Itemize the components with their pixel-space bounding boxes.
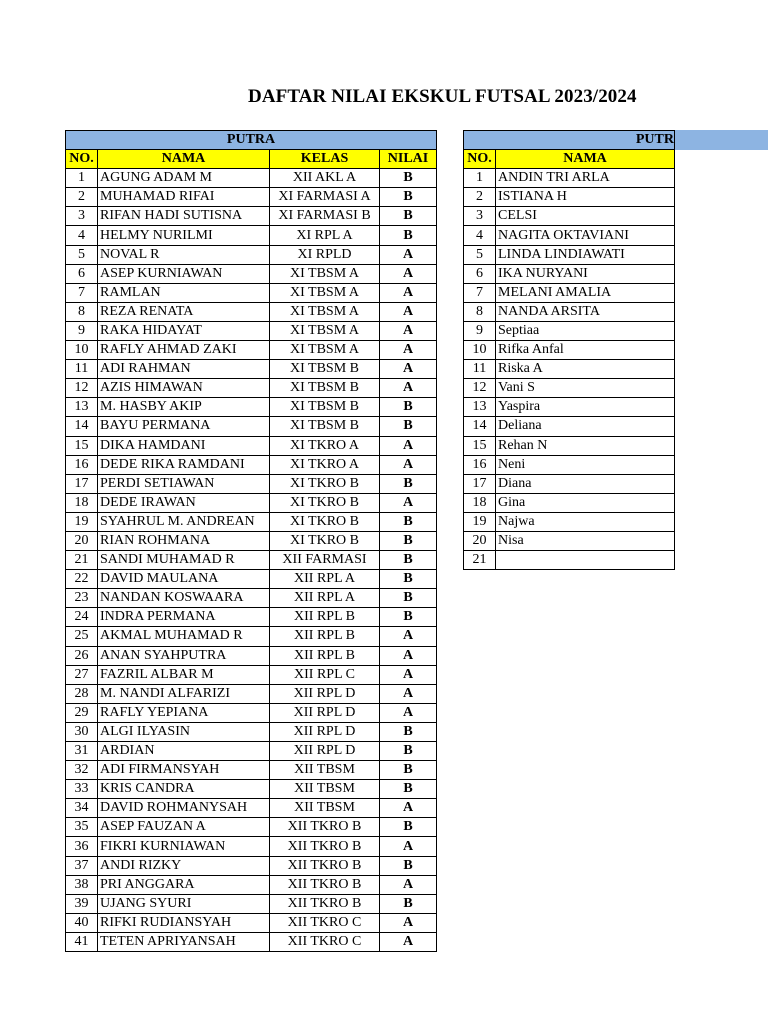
cell-no: 38 <box>66 875 98 894</box>
cell-no: 23 <box>66 589 98 608</box>
cell-nama: ANDIN TRI ARLA <box>496 169 675 188</box>
cell-nama: ADI FIRMANSYAH <box>98 761 270 780</box>
table-row <box>464 341 675 360</box>
cell-nama: INDRA PERMANA <box>98 608 270 627</box>
cell-no: 17 <box>464 474 496 493</box>
cell-kelas: XII RPL D <box>270 703 380 722</box>
cell-nama: RAFLY AHMAD ZAKI <box>98 341 270 360</box>
cell-no: 1 <box>464 169 496 188</box>
cell-no: 7 <box>66 283 98 302</box>
table-row <box>66 474 437 493</box>
table-row <box>66 207 437 226</box>
table-row <box>66 665 437 684</box>
table-row <box>464 207 675 226</box>
header-nama: NAMA <box>496 150 675 169</box>
cell-nama: DAVID MAULANA <box>98 570 270 589</box>
cell-no: 11 <box>66 360 98 379</box>
header-nilai: NILAI <box>380 150 437 169</box>
table-row <box>464 245 675 264</box>
header-no: NO. <box>66 150 98 169</box>
table-row <box>66 531 437 550</box>
cell-no: 20 <box>66 531 98 550</box>
cell-no: 3 <box>464 207 496 226</box>
table-row <box>66 417 437 436</box>
cell-kelas: XI TBSM A <box>270 341 380 360</box>
cell-nama: Nisa <box>496 531 675 550</box>
cell-nilai: A <box>380 283 437 302</box>
cell-nama: RAFLY YEPIANA <box>98 703 270 722</box>
cell-nilai: A <box>380 321 437 340</box>
table-row <box>464 188 675 207</box>
table-row <box>66 226 437 245</box>
cell-no: 5 <box>66 245 98 264</box>
cell-kelas: XII RPL A <box>270 570 380 589</box>
table-row <box>464 360 675 379</box>
cell-nilai: A <box>380 913 437 932</box>
cell-no: 31 <box>66 742 98 761</box>
cell-nama: REZA RENATA <box>98 302 270 321</box>
cell-kelas: XII TBSM <box>270 761 380 780</box>
cell-kelas: XII RPL B <box>270 608 380 627</box>
cell-nama: ISTIANA H <box>496 188 675 207</box>
table-row <box>66 245 437 264</box>
cell-nilai: B <box>380 474 437 493</box>
cell-no: 25 <box>66 627 98 646</box>
table-row <box>464 417 675 436</box>
table-row <box>66 742 437 761</box>
cell-nama: FAZRIL ALBAR M <box>98 665 270 684</box>
table-row <box>66 875 437 894</box>
header-no: NO. <box>464 150 496 169</box>
table-row <box>66 646 437 665</box>
putri-table <box>463 130 675 570</box>
cell-no: 35 <box>66 818 98 837</box>
cell-nama: DEDE IRAWAN <box>98 493 270 512</box>
table-row <box>464 398 675 417</box>
cell-no: 4 <box>464 226 496 245</box>
cell-nama: Deliana <box>496 417 675 436</box>
table-row <box>464 551 675 570</box>
cell-nilai: A <box>380 245 437 264</box>
cell-no: 3 <box>66 207 98 226</box>
cell-kelas: XII TKRO B <box>270 894 380 913</box>
cell-nama: SYAHRUL M. ANDREAN <box>98 512 270 531</box>
table-row <box>66 913 437 932</box>
cell-nama: Gina <box>496 493 675 512</box>
cell-nama: PRI ANGGARA <box>98 875 270 894</box>
cell-no: 22 <box>66 570 98 589</box>
cell-nama: ANAN SYAHPUTRA <box>98 646 270 665</box>
cell-nama: RIAN ROHMANA <box>98 531 270 550</box>
cell-no: 21 <box>66 551 98 570</box>
cell-nama: NANDAN KOSWAARA <box>98 589 270 608</box>
cell-nilai: B <box>380 188 437 207</box>
cell-nilai: A <box>380 684 437 703</box>
cell-no: 8 <box>464 302 496 321</box>
cell-no: 26 <box>66 646 98 665</box>
cell-no: 5 <box>464 245 496 264</box>
cell-no: 17 <box>66 474 98 493</box>
cell-nama: Yaspira <box>496 398 675 417</box>
cell-no: 20 <box>464 531 496 550</box>
cell-nilai: B <box>380 398 437 417</box>
cell-kelas: XII TBSM <box>270 780 380 799</box>
cell-nama: BAYU PERMANA <box>98 417 270 436</box>
table-row <box>66 341 437 360</box>
cell-kelas: XI TBSM B <box>270 398 380 417</box>
cell-no: 36 <box>66 837 98 856</box>
cell-kelas: XII RPL D <box>270 742 380 761</box>
cell-kelas: XII AKL A <box>270 169 380 188</box>
table-row <box>464 264 675 283</box>
cell-nilai: A <box>380 302 437 321</box>
cell-no: 18 <box>464 493 496 512</box>
cell-no: 19 <box>464 512 496 531</box>
cell-kelas: XII RPL D <box>270 722 380 741</box>
cell-nilai: A <box>380 379 437 398</box>
cell-no: 14 <box>66 417 98 436</box>
cell-no: 9 <box>66 321 98 340</box>
cell-kelas: XI TKRO B <box>270 512 380 531</box>
putra-table <box>65 130 437 952</box>
table-row <box>464 169 675 188</box>
cell-kelas: XII RPL C <box>270 665 380 684</box>
cell-nama: ADI RAHMAN <box>98 360 270 379</box>
cell-kelas: XI TKRO B <box>270 474 380 493</box>
cell-no: 2 <box>464 188 496 207</box>
cell-nama: TETEN APRIYANSAH <box>98 932 270 951</box>
putra-group-header: PUTRA <box>66 131 437 150</box>
cell-nilai: A <box>380 341 437 360</box>
cell-nama: Diana <box>496 474 675 493</box>
table-row <box>66 455 437 474</box>
table-row <box>66 703 437 722</box>
putri-rows <box>464 169 675 570</box>
table-row <box>66 932 437 951</box>
cell-no: 32 <box>66 761 98 780</box>
table-row <box>66 761 437 780</box>
table-row <box>66 360 437 379</box>
cell-nama: PERDI SETIAWAN <box>98 474 270 493</box>
header-kelas: KELAS <box>270 150 380 169</box>
cell-nilai: A <box>380 799 437 818</box>
cell-nama: ASEP FAUZAN A <box>98 818 270 837</box>
cell-nama: NOVAL R <box>98 245 270 264</box>
cell-no: 30 <box>66 722 98 741</box>
cell-nama: AZIS HIMAWAN <box>98 379 270 398</box>
cell-nama: HELMY NURILMI <box>98 226 270 245</box>
cell-nilai: B <box>380 608 437 627</box>
table-row <box>464 531 675 550</box>
cell-nilai: B <box>380 780 437 799</box>
cell-nama: UJANG SYURI <box>98 894 270 913</box>
cell-no: 9 <box>464 321 496 340</box>
cell-nama: SANDI MUHAMAD R <box>98 551 270 570</box>
cell-kelas: XI TKRO B <box>270 531 380 550</box>
table-row <box>464 321 675 340</box>
cell-nama: Septiaa <box>496 321 675 340</box>
cell-nilai: A <box>380 436 437 455</box>
cell-nilai: B <box>380 169 437 188</box>
table-row <box>66 436 437 455</box>
cell-no: 16 <box>464 455 496 474</box>
cell-nilai: B <box>380 417 437 436</box>
cell-nama: RAMLAN <box>98 283 270 302</box>
table-row <box>464 512 675 531</box>
cell-nama: MELANI AMALIA <box>496 283 675 302</box>
cell-no: 15 <box>464 436 496 455</box>
table-row <box>464 455 675 474</box>
cell-nama: ANDI RIZKY <box>98 856 270 875</box>
table-row <box>66 321 437 340</box>
cell-nama: RIFKI RUDIANSYAH <box>98 913 270 932</box>
cell-no: 12 <box>66 379 98 398</box>
cell-kelas: XI FARMASI A <box>270 188 380 207</box>
cell-no: 37 <box>66 856 98 875</box>
cell-no: 39 <box>66 894 98 913</box>
cell-nilai: B <box>380 531 437 550</box>
cell-kelas: XII TKRO B <box>270 818 380 837</box>
cell-no: 1 <box>66 169 98 188</box>
table-row <box>464 474 675 493</box>
cell-nama: AGUNG ADAM M <box>98 169 270 188</box>
table-row <box>66 799 437 818</box>
cell-no: 6 <box>66 264 98 283</box>
cell-no: 10 <box>464 341 496 360</box>
table-row <box>66 894 437 913</box>
table-row <box>66 264 437 283</box>
cell-kelas: XI TBSM B <box>270 379 380 398</box>
cell-nama: KRIS CANDRA <box>98 780 270 799</box>
cell-nilai: B <box>380 818 437 837</box>
cell-no: 28 <box>66 684 98 703</box>
cell-nama: Neni <box>496 455 675 474</box>
cell-nilai: B <box>380 589 437 608</box>
cell-no: 14 <box>464 417 496 436</box>
cell-nama: Riska A <box>496 360 675 379</box>
table-row <box>66 512 437 531</box>
cell-no: 8 <box>66 302 98 321</box>
cell-nama <box>496 551 675 570</box>
table-row <box>464 379 675 398</box>
cell-nilai: B <box>380 722 437 741</box>
cell-no: 12 <box>464 379 496 398</box>
cell-no: 15 <box>66 436 98 455</box>
cell-nama: NAGITA OKTAVIANI <box>496 226 675 245</box>
cell-nilai: B <box>380 894 437 913</box>
cell-nama: RIFAN HADI SUTISNA <box>98 207 270 226</box>
table-row <box>66 493 437 512</box>
cell-kelas: XII TKRO C <box>270 913 380 932</box>
table-row <box>66 302 437 321</box>
cell-no: 41 <box>66 932 98 951</box>
cell-nilai: B <box>380 551 437 570</box>
table-row <box>66 818 437 837</box>
cell-nama: DEDE RIKA RAMDANI <box>98 455 270 474</box>
table-row <box>66 589 437 608</box>
cell-nama: CELSI <box>496 207 675 226</box>
cell-nama: ARDIAN <box>98 742 270 761</box>
cell-nama: FIKRI KURNIAWAN <box>98 837 270 856</box>
cell-nilai: A <box>380 360 437 379</box>
cell-kelas: XI TBSM A <box>270 283 380 302</box>
table-row <box>464 283 675 302</box>
cell-no: 29 <box>66 703 98 722</box>
cell-nilai: B <box>380 512 437 531</box>
cell-nilai: B <box>380 761 437 780</box>
table-row <box>66 188 437 207</box>
cell-nilai: B <box>380 856 437 875</box>
cell-kelas: XII TKRO C <box>270 932 380 951</box>
table-row <box>66 627 437 646</box>
cell-kelas: XII FARMASI <box>270 551 380 570</box>
cell-kelas: XI RPLD <box>270 245 380 264</box>
table-row <box>66 570 437 589</box>
cell-no: 16 <box>66 455 98 474</box>
cell-nama: ALGI ILYASIN <box>98 722 270 741</box>
cell-no: 4 <box>66 226 98 245</box>
cell-kelas: XII RPL B <box>270 627 380 646</box>
putri-group-header: PUTR <box>464 131 675 150</box>
cell-kelas: XII RPL B <box>270 646 380 665</box>
cell-kelas: XII TKRO B <box>270 856 380 875</box>
cell-no: 11 <box>464 360 496 379</box>
cell-nama: RAKA HIDAYAT <box>98 321 270 340</box>
page-title: DAFTAR NILAI EKSKUL FUTSAL 2023/2024 <box>248 86 637 107</box>
cell-no: 34 <box>66 799 98 818</box>
cell-nilai: A <box>380 264 437 283</box>
table-row <box>66 837 437 856</box>
table-row <box>66 283 437 302</box>
cell-nama: DIKA HAMDANI <box>98 436 270 455</box>
cell-kelas: XI TBSM B <box>270 360 380 379</box>
cell-kelas: XI TKRO A <box>270 436 380 455</box>
cell-kelas: XII RPL A <box>270 589 380 608</box>
cell-no: 19 <box>66 512 98 531</box>
cell-no: 13 <box>464 398 496 417</box>
cell-nilai: B <box>380 742 437 761</box>
cell-nama: Rehan N <box>496 436 675 455</box>
cell-nilai: A <box>380 837 437 856</box>
table-row <box>464 302 675 321</box>
header-nama: NAMA <box>98 150 270 169</box>
cell-kelas: XI TBSM B <box>270 417 380 436</box>
cell-no: 10 <box>66 341 98 360</box>
cell-nilai: A <box>380 932 437 951</box>
cell-nama: LINDA LINDIAWATI <box>496 245 675 264</box>
cell-nilai: B <box>380 207 437 226</box>
cell-nilai: B <box>380 226 437 245</box>
cell-no: 40 <box>66 913 98 932</box>
cell-nama: MUHAMAD RIFAI <box>98 188 270 207</box>
cell-kelas: XI TBSM A <box>270 302 380 321</box>
table-row <box>66 608 437 627</box>
cell-kelas: XI FARMASI B <box>270 207 380 226</box>
cell-no: 33 <box>66 780 98 799</box>
cell-nama: Vani S <box>496 379 675 398</box>
cell-kelas: XI TKRO B <box>270 493 380 512</box>
cell-nilai: A <box>380 646 437 665</box>
table-row <box>66 169 437 188</box>
table-row <box>66 398 437 417</box>
table-row <box>66 780 437 799</box>
cell-nama: DAVID ROHMANYSAH <box>98 799 270 818</box>
cell-nama: AKMAL MUHAMAD R <box>98 627 270 646</box>
cell-no: 24 <box>66 608 98 627</box>
cell-nama: M. NANDI ALFARIZI <box>98 684 270 703</box>
cell-nama: M. HASBY AKIP <box>98 398 270 417</box>
cell-nama: ASEP KURNIAWAN <box>98 264 270 283</box>
cell-nama: Rifka Anfal <box>496 341 675 360</box>
cell-nilai: A <box>380 665 437 684</box>
table-row <box>66 722 437 741</box>
cell-nilai: A <box>380 627 437 646</box>
cell-kelas: XI TKRO A <box>270 455 380 474</box>
table-row <box>464 436 675 455</box>
cell-no: 27 <box>66 665 98 684</box>
cell-kelas: XI TBSM A <box>270 321 380 340</box>
cell-nama: Najwa <box>496 512 675 531</box>
cell-kelas: XII RPL D <box>270 684 380 703</box>
putra-rows <box>66 169 437 952</box>
cell-nilai: A <box>380 455 437 474</box>
cell-kelas: XI TBSM A <box>270 264 380 283</box>
cell-nilai: A <box>380 493 437 512</box>
table-row <box>66 379 437 398</box>
cell-no: 6 <box>464 264 496 283</box>
cell-nilai: A <box>380 875 437 894</box>
cell-no: 18 <box>66 493 98 512</box>
cell-no: 2 <box>66 188 98 207</box>
table-row <box>66 856 437 875</box>
cell-kelas: XI RPL A <box>270 226 380 245</box>
table-row <box>66 684 437 703</box>
cell-nilai: A <box>380 703 437 722</box>
table-row <box>464 226 675 245</box>
cell-nama: IKA NURYANI <box>496 264 675 283</box>
cell-nilai: B <box>380 570 437 589</box>
cell-kelas: XII TBSM <box>270 799 380 818</box>
cell-nama: NANDA ARSITA <box>496 302 675 321</box>
table-row <box>464 493 675 512</box>
cell-no: 21 <box>464 551 496 570</box>
putri-header-extension <box>674 130 768 150</box>
cell-kelas: XII TKRO B <box>270 837 380 856</box>
cell-no: 13 <box>66 398 98 417</box>
cell-no: 7 <box>464 283 496 302</box>
table-row <box>66 551 437 570</box>
cell-kelas: XII TKRO B <box>270 875 380 894</box>
